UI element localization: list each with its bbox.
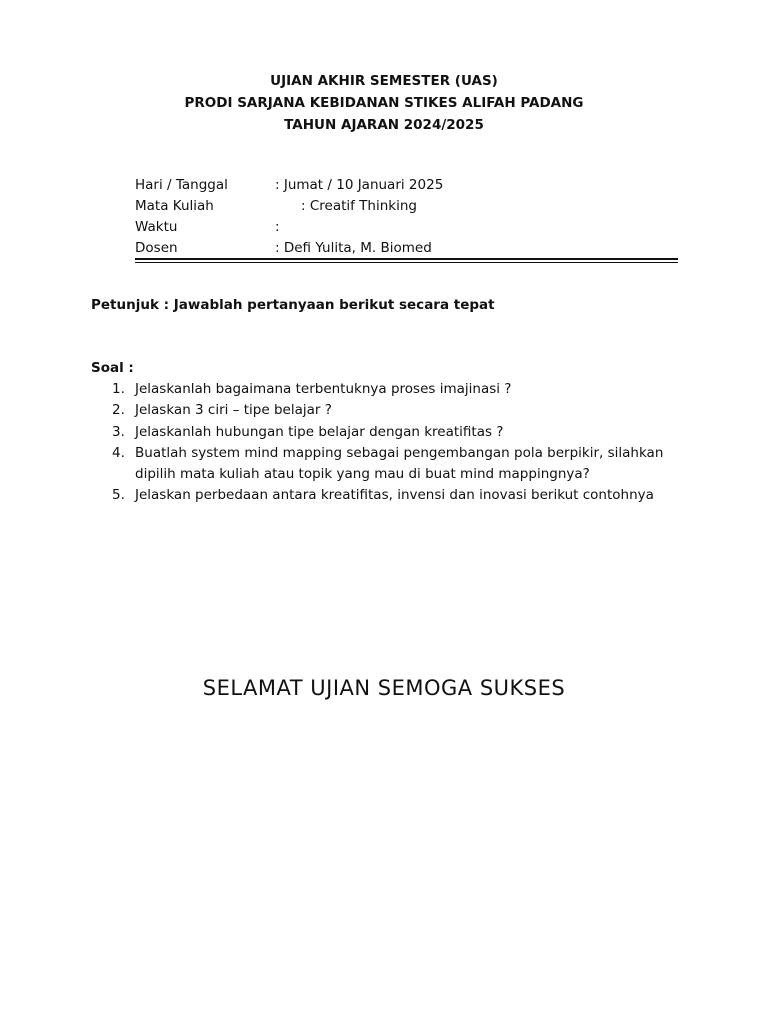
question-number: 2. <box>112 402 125 419</box>
question-item <box>112 443 672 486</box>
info-value: : Creatif Thinking <box>301 198 417 214</box>
info-value: : Defi Yulita, M. Biomed <box>275 240 432 256</box>
divider-line <box>135 258 678 260</box>
instruction-text: Petunjuk : Jawablah pertanyaan berikut secara tepat <box>91 297 495 313</box>
divider-line <box>135 262 678 263</box>
question-text: Jelaskanlah bagaimana terbentuknya proses imajinasi ? <box>135 381 512 397</box>
header-title: UJIAN AKHIR SEMESTER (UAS) <box>270 73 498 89</box>
question-number: 4. <box>112 444 125 461</box>
header-program: PRODI SARJANA KEBIDANAN STIKES ALIFAH PADANG <box>184 95 584 111</box>
document-header <box>0 70 768 136</box>
question-text: Jelaskanlah hubungan tipe belajar dengan kreatifitas ? <box>135 423 504 440</box>
question-text: Buatlah system mind mapping sebagai pengembangan pola berpikir, silahkan dipilih mata kuliah atau topik yang mau di buat mind mappingnya? <box>135 444 664 483</box>
info-value: : <box>275 219 280 235</box>
question-item <box>112 400 672 421</box>
header-academic-year: TAHUN AJARAN 2024/2025 <box>284 117 484 133</box>
question-number: 3. <box>112 423 125 440</box>
question-item <box>112 422 672 443</box>
questions-heading: Soal : <box>91 360 134 376</box>
question-list <box>112 379 672 507</box>
info-label: Hari / Tanggal <box>135 177 228 193</box>
question-text: Jelaskan perbedaan antara kreatifitas, invensi dan inovasi berikut contohnya <box>135 487 654 504</box>
question-number: 1. <box>112 381 125 397</box>
info-label: Mata Kuliah <box>135 198 214 214</box>
question-item <box>112 485 672 506</box>
question-number: 5. <box>112 487 125 504</box>
info-value: : Jumat / 10 Januari 2025 <box>275 177 444 193</box>
info-label: Waktu <box>135 219 178 235</box>
question-text: Jelaskan 3 ciri – tipe belajar ? <box>135 402 332 419</box>
question-item <box>112 379 672 400</box>
closing-message: SELAMAT UJIAN SEMOGA SUKSES <box>202 676 566 700</box>
info-label: Dosen <box>135 240 178 256</box>
